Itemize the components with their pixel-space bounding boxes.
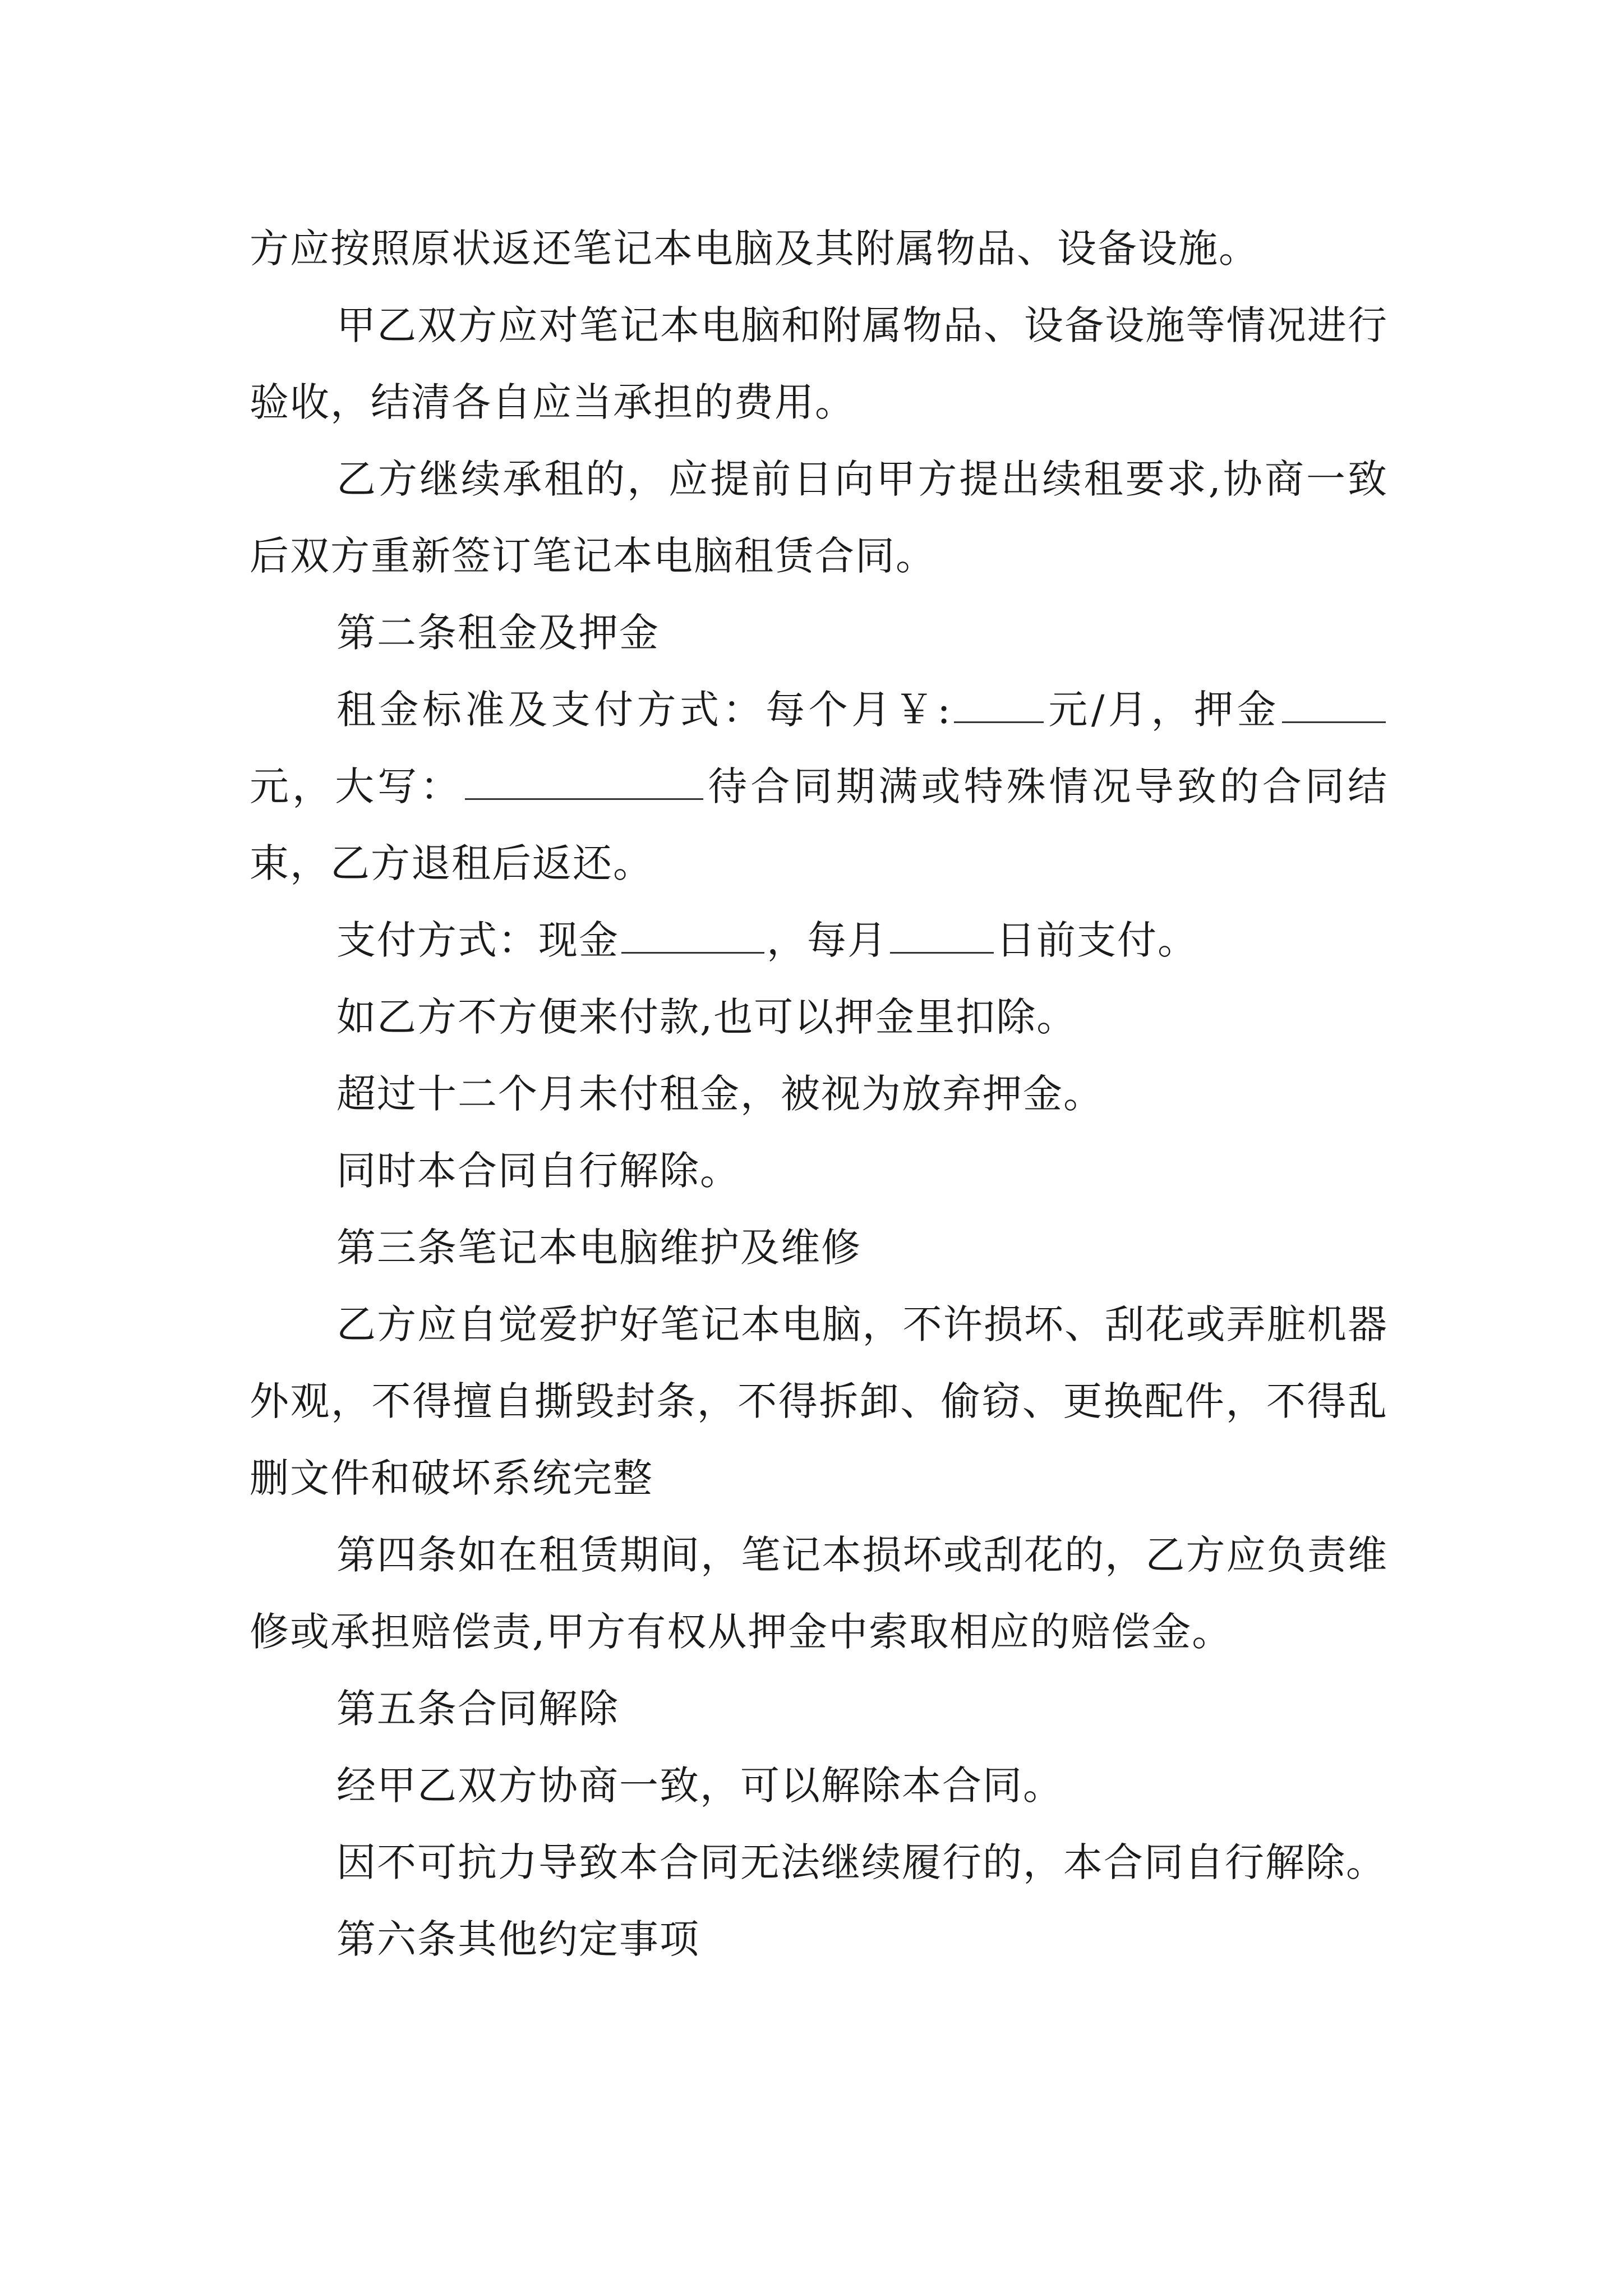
deposit-return-text: 待合同期满或特殊情况导致的合同结束，乙方退租后返还。 <box>250 763 1389 886</box>
paragraph-payment-method <box>250 902 1388 979</box>
paragraph-deduct-deposit: 如乙方不方便来付款,也可以押金里扣除。 <box>336 994 1077 1040</box>
paragraph-auto-termination: 同时本合同自行解除。 <box>336 1148 740 1194</box>
paragraph-renewal: 乙方继续承租的，应提前日向甲方提出续租要求,协商一致后双方重新签订笔记本电脑租赁合同。 <box>250 456 1388 579</box>
capital-amount-blank <box>465 763 703 800</box>
paragraph-rent-standard <box>250 671 1388 902</box>
paragraph-inspection: 甲乙双方应对笔记本电脑和附属物品、设备设施等情况进行验收，结清各自应当承担的费用。 <box>250 302 1388 425</box>
paragraph-care-obligations: 乙方应自觉爱护好笔记本电脑，不许损坏、刮花或弄脏机器外观，不得擅自撕毁封条，不得拆卸、偷窃、更换配件，不得乱删文件和破坏系统完整 <box>250 1301 1388 1501</box>
cash-amount-blank <box>621 917 764 954</box>
monthly-rent-blank <box>954 687 1044 723</box>
article-3-heading: 第三条笔记本电脑维护及维修 <box>336 1225 861 1271</box>
deposit-amount-blank <box>1282 687 1386 723</box>
payment-due-text: 日前支付。 <box>996 917 1198 963</box>
rent-standard-label: 租金标准及支付方式：每个月￥: <box>336 687 952 733</box>
paragraph-force-majeure: 因不可抗力导致本合同无法继续履行的，本合同自行解除。 <box>336 1839 1386 1885</box>
monthly-label: ，每月 <box>767 917 888 963</box>
payment-day-blank <box>890 917 994 954</box>
document-body <box>250 210 1388 1978</box>
article-6-heading: 第六条其他约定事项 <box>336 1916 700 1962</box>
deposit-label: 元/月，押金 <box>1045 687 1280 733</box>
capital-amount-label: 元，大写： <box>250 763 463 809</box>
paragraph-return-items: 方应按照原状返还笔记本电脑及其附属物品、设备设施。 <box>250 226 1259 272</box>
paragraph-mutual-termination: 经甲乙双方协商一致，可以解除本合同。 <box>336 1763 1063 1809</box>
payment-cash-label: 支付方式：现金 <box>336 917 619 963</box>
article-2-heading: 第二条租金及押金 <box>336 610 660 656</box>
article-5-heading: 第五条合同解除 <box>336 1686 619 1732</box>
article-4-paragraph: 第四条如在租赁期间，笔记本损坏或刮花的，乙方应负责维修或承担赔偿责,甲方有权从押金中索取相应的赔偿金。 <box>250 1532 1388 1655</box>
paragraph-forfeit-deposit: 超过十二个月未付租金，被视为放弃押金。 <box>336 1071 1104 1117</box>
